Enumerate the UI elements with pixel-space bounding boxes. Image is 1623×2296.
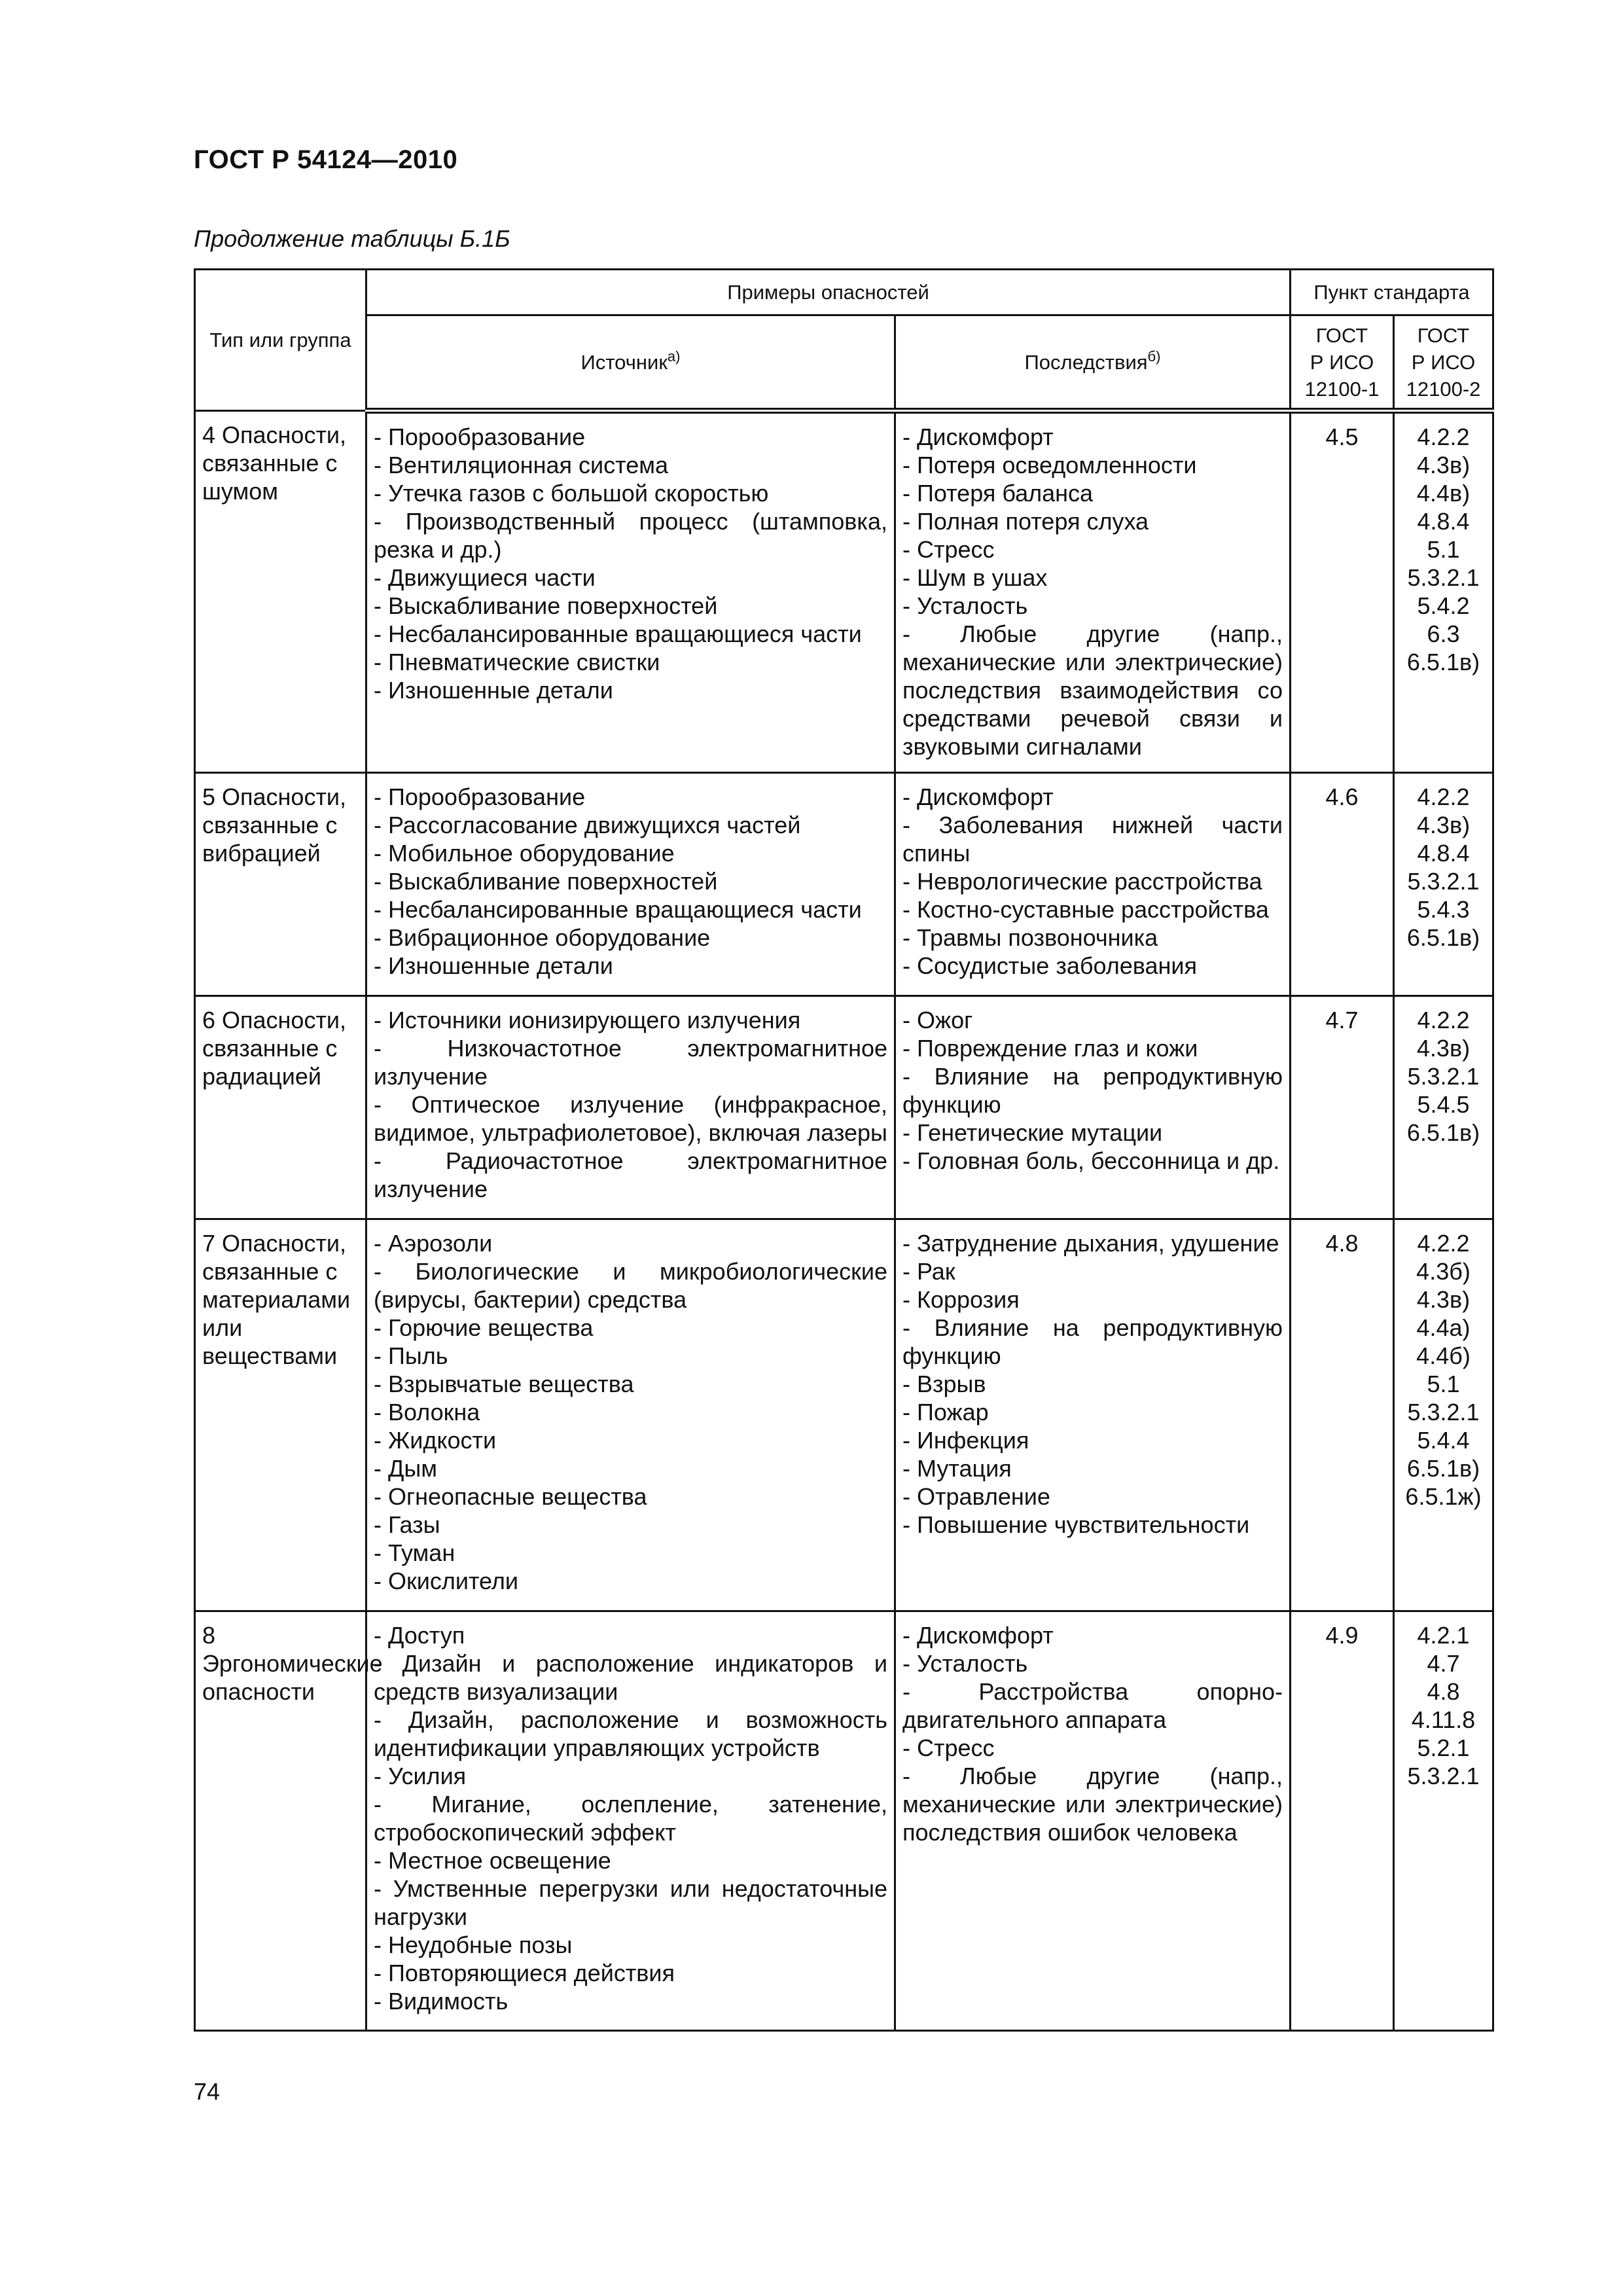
clause-number: 4.8.4 <box>1417 508 1470 535</box>
list-item: - Усталость <box>902 592 1028 619</box>
header-clause: Пункт стандарта <box>1291 270 1493 315</box>
list-item: - Дискомфорт <box>902 423 1054 450</box>
list-item: - Потеря баланса <box>902 480 1094 507</box>
table-caption: Продолжение таблицы Б.1Б <box>194 225 510 252</box>
list-item: - Влияние на репродуктивную функцию <box>902 1314 1283 1369</box>
list-item: - Изношенные детали <box>374 677 613 704</box>
header-iso-12100-2 <box>1394 315 1493 411</box>
sources-cell <box>366 996 895 1219</box>
list-item: - Сосудистые заболевания <box>902 952 1197 979</box>
list-item: - Повышение чувствительности <box>902 1511 1250 1538</box>
list-item: - Потеря осведомленности <box>902 452 1197 478</box>
clause-number: 5.3.2.1 <box>1407 1399 1480 1426</box>
list-item: - Дизайн, расположение и возможность идентификации управляющих устройств <box>374 1706 887 1761</box>
clause-number: 5.2.1 <box>1417 1734 1470 1761</box>
clause-number: 4.2.2 <box>1417 423 1470 450</box>
list-item: - Порообразование <box>374 783 586 810</box>
sources-cell <box>366 773 895 996</box>
header-type-group: Тип или группа <box>195 270 366 411</box>
list-item: - Дым <box>374 1455 437 1482</box>
clause-number: 6.5.1в) <box>1406 924 1480 951</box>
header-row-1 <box>195 270 1493 315</box>
iso-12100-2-cell <box>1394 996 1493 1219</box>
header-examples: Примеры опасностей <box>366 270 1291 315</box>
list-item: - Окислители <box>374 1568 518 1594</box>
clause-number: 4.3б) <box>1416 1258 1471 1285</box>
list-item: - Дизайн и расположение индикаторов и средств визуализации <box>374 1650 887 1705</box>
clause-number: 4.4а) <box>1416 1314 1471 1341</box>
iso-12100-2-cell <box>1394 411 1493 773</box>
clause-number: 5.1 <box>1427 536 1460 563</box>
clause-number: 5.4.5 <box>1417 1091 1470 1118</box>
list-item: - Усталость <box>902 1650 1028 1677</box>
list-item: - Мутация <box>902 1455 1012 1482</box>
list-item: - Усилия <box>374 1763 467 1789</box>
list-item: - Рак <box>902 1258 955 1285</box>
iso-12100-2-cell <box>1394 773 1493 996</box>
list-item: - Низкочастотное электромагнитное излучение <box>374 1035 887 1090</box>
list-item: - Волокна <box>374 1399 480 1426</box>
list-item: - Выскабливание поверхностей <box>374 592 718 619</box>
clause-number: 6.5.1в) <box>1406 1455 1480 1482</box>
header-iso1-line: Р ИСО <box>1310 350 1374 374</box>
clause-number: 5.3.2.1 <box>1407 1763 1480 1789</box>
table-row <box>195 1611 1493 2031</box>
consequences-cell <box>895 1611 1291 2031</box>
iso-12100-1-cell: 4.8 <box>1291 1219 1394 1611</box>
sources-cell <box>366 411 895 773</box>
list-item: - Пожар <box>902 1399 989 1426</box>
header-source-footnote: а) <box>667 348 681 365</box>
list-item: - Видимость <box>374 1988 508 2015</box>
list-item: - Рассогласование движущихся частей <box>374 812 801 838</box>
list-item: - Ожог <box>902 1007 973 1033</box>
consequences-cell <box>895 996 1291 1219</box>
list-item: - Изношенные детали <box>374 952 613 979</box>
iso-12100-1-cell: 4.6 <box>1291 773 1394 996</box>
list-item: - Жидкости <box>374 1427 497 1454</box>
list-item: - Полная потеря слуха <box>902 508 1149 535</box>
clause-number: 4.3в) <box>1416 1286 1471 1313</box>
document-header: ГОСТ Р 54124—2010 <box>194 145 458 174</box>
list-item: - Вибрационное оборудование <box>374 924 711 951</box>
list-item: - Коррозия <box>902 1286 1020 1313</box>
clause-number: 4.2.2 <box>1417 1230 1470 1257</box>
list-item: - Генетические мутации <box>902 1119 1163 1146</box>
table-body <box>195 411 1493 2031</box>
iso-12100-1-cell: 4.9 <box>1291 1611 1394 2031</box>
header-source <box>366 315 895 411</box>
list-item: - Заболевания нижней части спины <box>902 812 1283 867</box>
group-cell: 7 Опасности, связанные с материалами или веществами <box>195 1219 366 1611</box>
group-cell: 5 Опасности, связанные с вибрацией <box>195 773 366 996</box>
table-row <box>195 996 1493 1219</box>
list-item: - Травмы позвоночника <box>902 924 1158 951</box>
list-item: - Неудобные позы <box>374 1931 573 1958</box>
list-item: - Выскабливание поверхностей <box>374 868 718 895</box>
list-item: - Производственный процесс (штамповка, резка и др.) <box>374 508 887 563</box>
list-item: - Аэрозоли <box>374 1230 493 1257</box>
clause-number: 5.3.2.1 <box>1407 868 1480 895</box>
clause-number: 4.2.2 <box>1417 1007 1470 1033</box>
table-row <box>195 411 1493 773</box>
clause-number: 6.5.1ж) <box>1405 1483 1482 1510</box>
table-row <box>195 773 1493 996</box>
clause-number: 5.4.3 <box>1417 896 1470 923</box>
header-iso2-line: 12100-2 <box>1406 377 1481 401</box>
clause-number: 6.5.1в) <box>1406 1119 1480 1146</box>
clause-number: 4.8.4 <box>1417 840 1470 867</box>
header-iso-12100-1 <box>1291 315 1394 411</box>
clause-number: 6.5.1в) <box>1406 649 1480 675</box>
consequences-cell <box>895 411 1291 773</box>
page-number: 74 <box>194 2078 221 2105</box>
clause-number: 5.4.4 <box>1417 1427 1470 1454</box>
group-cell: 8 Эргономические опасности <box>195 1611 366 2031</box>
list-item: - Взрыв <box>902 1371 986 1397</box>
list-item: - Шум в ушах <box>902 564 1048 591</box>
list-item: - Порообразование <box>374 423 586 450</box>
clause-number: 5.3.2.1 <box>1407 564 1480 591</box>
list-item: - Туман <box>374 1539 455 1566</box>
list-item: - Дискомфорт <box>902 783 1054 810</box>
list-item: - Оптическое излучение (инфракрасное, видимое, ультрафиолетовое), включая лазеры <box>374 1091 887 1146</box>
clause-number: 4.2.1 <box>1417 1622 1470 1649</box>
header-row-2 <box>195 315 1493 411</box>
clause-number: 4.2.2 <box>1417 783 1470 810</box>
header-consequences-label: Последствия <box>1024 350 1148 374</box>
clause-number: 4.8 <box>1427 1678 1460 1705</box>
list-item: - Горючие вещества <box>374 1314 594 1341</box>
list-item: - Стресс <box>902 1734 995 1761</box>
header-iso1-line: 12100-1 <box>1304 377 1380 401</box>
list-item: - Взрывчатые вещества <box>374 1371 634 1397</box>
clause-number: 6.3 <box>1427 620 1460 647</box>
clause-number: 4.3в) <box>1416 812 1471 838</box>
list-item: - Газы <box>374 1511 440 1538</box>
sources-cell <box>366 1219 895 1611</box>
list-item: - Мигание, ослепление, затенение, стробоскопический эффект <box>374 1791 887 1846</box>
list-item: - Расстройства опорно-двигательного аппарата <box>902 1678 1283 1733</box>
list-item: - Повторяющиеся действия <box>374 1960 675 1986</box>
header-iso2-line: ГОСТ <box>1417 323 1470 347</box>
list-item: - Любые другие (напр., механические или электрические) последствия взаимодействия со средствами речевой связи и звуковыми сигналами <box>902 620 1283 760</box>
clause-number: 5.1 <box>1427 1371 1460 1397</box>
iso-12100-1-cell: 4.7 <box>1291 996 1394 1219</box>
clause-number: 4.3в) <box>1416 452 1471 478</box>
list-item: - Головная боль, бессонница и др. <box>902 1147 1280 1174</box>
clause-number: 5.3.2.1 <box>1407 1063 1480 1090</box>
list-item: - Утечка газов с большой скоростью <box>374 480 769 507</box>
list-item: - Пневматические свистки <box>374 649 660 675</box>
header-source-label: Источник <box>580 350 668 374</box>
list-item: - Источники ионизирующего излучения <box>374 1007 801 1033</box>
list-item: - Биологические и микробиологические (вирусы, бактерии) средства <box>374 1258 887 1313</box>
hazards-table <box>194 268 1494 2032</box>
sources-cell <box>366 1611 895 2031</box>
iso-12100-2-cell <box>1394 1611 1493 2031</box>
list-item: - Радиочастотное электромагнитное излучение <box>374 1147 887 1202</box>
consequences-cell <box>895 773 1291 996</box>
list-item: - Инфекция <box>902 1427 1029 1454</box>
clause-number: 4.4б) <box>1416 1342 1471 1369</box>
list-item: - Умственные перегрузки или недостаточные нагрузки <box>374 1875 887 1930</box>
group-cell: 6 Опасности, связанные с радиацией <box>195 996 366 1219</box>
header-consequences <box>895 315 1291 411</box>
list-item: - Местное освещение <box>374 1847 611 1874</box>
header-consequences-footnote: б) <box>1147 348 1161 365</box>
clause-number: 4.4в) <box>1416 480 1471 507</box>
clause-number: 4.7 <box>1427 1650 1460 1677</box>
list-item: - Доступ <box>374 1622 465 1649</box>
list-item: - Повреждение глаз и кожи <box>902 1035 1198 1062</box>
list-item: - Дискомфорт <box>902 1622 1054 1649</box>
consequences-cell <box>895 1219 1291 1611</box>
list-item: - Несбалансированные вращающиеся части <box>374 896 862 923</box>
list-item: - Пыль <box>374 1342 448 1369</box>
list-item: - Неврологические расстройства <box>902 868 1262 895</box>
list-item: - Движущиеся части <box>374 564 596 591</box>
clause-number: 4.3в) <box>1416 1035 1471 1062</box>
list-item: - Любые другие (напр., механические или электрические) последствия ошибок человека <box>902 1763 1283 1846</box>
clause-number: 4.11.8 <box>1411 1706 1476 1733</box>
list-item: - Огнеопасные вещества <box>374 1483 647 1510</box>
list-item: - Костно-суставные расстройства <box>902 896 1269 923</box>
list-item: - Влияние на репродуктивную функцию <box>902 1063 1283 1118</box>
header-iso1-line: ГОСТ <box>1315 323 1368 347</box>
list-item: - Затруднение дыхания, удушение <box>902 1230 1279 1257</box>
iso-12100-1-cell: 4.5 <box>1291 411 1394 773</box>
list-item: - Отравление <box>902 1483 1050 1510</box>
iso-12100-2-cell <box>1394 1219 1493 1611</box>
group-cell: 4 Опасности, связанные с шумом <box>195 411 366 773</box>
list-item: - Мобильное оборудование <box>374 840 675 867</box>
list-item: - Несбалансированные вращающиеся части <box>374 620 862 647</box>
clause-number: 5.4.2 <box>1417 592 1470 619</box>
list-item: - Вентиляционная система <box>374 452 669 478</box>
table-row <box>195 1219 1493 1611</box>
list-item: - Стресс <box>902 536 995 563</box>
header-iso2-line: Р ИСО <box>1411 350 1476 374</box>
